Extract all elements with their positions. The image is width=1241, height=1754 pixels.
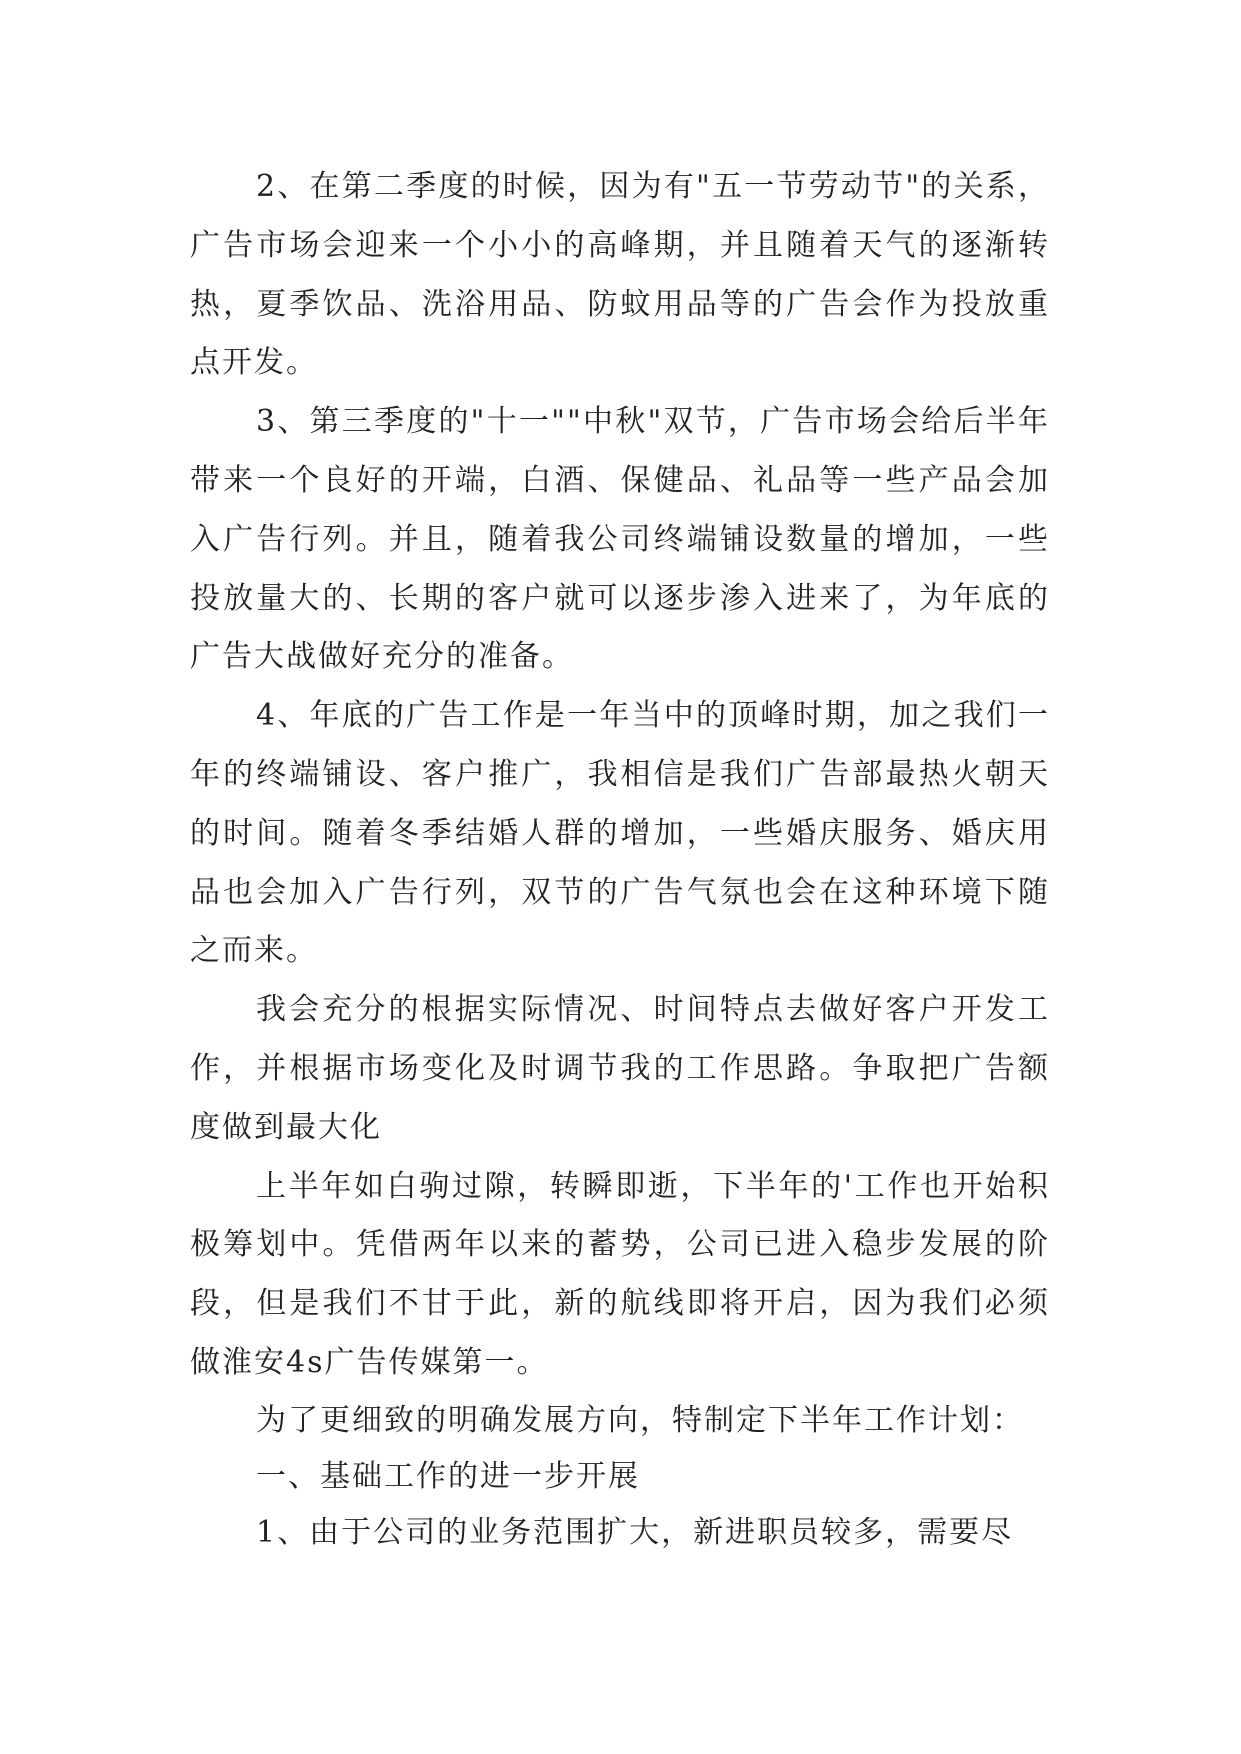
paragraph-q3-plan: 3、第三季度的"十一""中秋"双节，广告市场会给后半年带来一个良好的开端，白酒、保健品、礼品等一些产品会加入广告行列。并且，随着我公司终端铺设数量的增加，一些投放量大的、长期的客户就可以逐步渗入进来了，为年底的广告大战做好充分的准备。 — [190, 404, 1050, 675]
paragraph-q2-plan: 2、在第二季度的时候，因为有"五一节劳动节"的关系，广告市场会迎来一个小小的高峰期，并且随着天气的逐渐转热，夏季饮品、洗浴用品、防蚊用品等的广告会作为投放重点开发。 — [190, 169, 1050, 381]
paragraph-plan-statement: 为了更细致的明确发展方向，特制定下半年工作计划： — [256, 1402, 1024, 1438]
paragraph-second-half-intro: 上半年如白驹过隙，转瞬即逝，下半年的'工作也开始积极筹划中。凭借两年以来的蓄势，公司已进入稳步发展的阶段，但是我们不甘于此，新的航线即将开启，因为我们必须做淮安4s广告传媒第一。 — [190, 1168, 1050, 1380]
paragraph-year-end-plan: 4、年底的广告工作是一年当中的顶峰时期，加之我们一年的终端铺设、客户推广，我相信是我们广告部最热火朝天的时间。随着冬季结婚人群的增加，一些婚庆服务、婚庆用品也会加入广告行列，双节的广告气氛也会在这种环境下随之而来。 — [190, 698, 1050, 969]
document-body — [190, 158, 1050, 1561]
section-heading-basic-work: 一、基础工作的进一步开展 — [256, 1458, 640, 1494]
paragraph-item-1: 1、由于公司的业务范围扩大，新进职员较多，需要尽 — [256, 1514, 1014, 1550]
paragraph-client-development: 我会充分的根据实际情况、时间特点去做好客户开发工作，并根据市场变化及时调节我的工作思路。争取把广告额度做到最大化 — [190, 992, 1050, 1145]
